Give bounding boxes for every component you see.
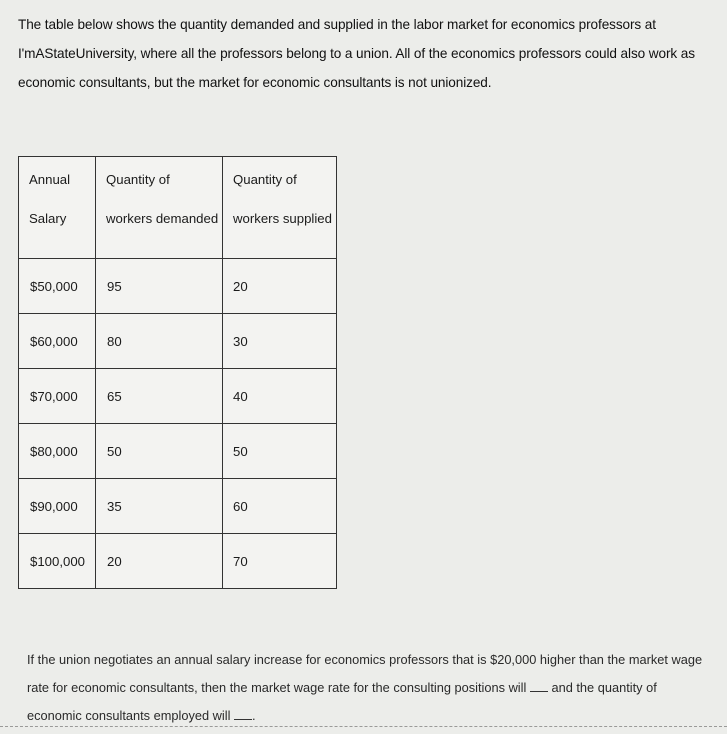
supplied-cell — [223, 424, 337, 479]
demanded-cell — [96, 479, 223, 534]
header-annual-salary — [19, 157, 96, 259]
answer-blank-2[interactable] — [234, 708, 252, 720]
supplied-cell — [223, 314, 337, 369]
demanded-cell — [96, 259, 223, 314]
table-row — [19, 479, 337, 534]
header-quantity-demanded — [96, 157, 223, 259]
supplied-value: 50 — [233, 443, 248, 459]
header-text: Quantity of — [233, 172, 297, 187]
supplied-value: 20 — [233, 278, 248, 294]
intro-line-3: economic consultants, but the market for economic consultants is not unionized. — [18, 75, 492, 90]
table-header-row — [19, 157, 337, 259]
salary-cell — [19, 479, 96, 534]
intro-line-1: The table below shows the quantity demanded and supplied in the labor market for economics professors at — [18, 17, 656, 32]
demanded-value: 80 — [107, 333, 122, 349]
question-text: economic consultants employed will — [27, 708, 231, 723]
salary-cell — [19, 259, 96, 314]
question-line-1: If the union negotiates an annual salary increase for economics professors that is $20,000 higher than the market wage — [27, 652, 703, 667]
supplied-value: 70 — [233, 553, 248, 569]
answer-blank-1[interactable] — [530, 680, 548, 692]
supplied-value: 60 — [233, 498, 248, 514]
salary-cell — [19, 314, 96, 369]
header-quantity-supplied — [223, 157, 337, 259]
question-line-2 — [27, 674, 722, 702]
demanded-value: 20 — [107, 553, 122, 569]
salary-value: $80,000 — [30, 443, 78, 459]
salary-cell — [19, 424, 96, 479]
salary-cell — [19, 534, 96, 589]
demanded-cell — [96, 369, 223, 424]
salary-value: $90,000 — [30, 498, 78, 514]
intro-line-2: I'mAStateUniversity, where all the professors belong to a union. All of the economics professors could also work as — [18, 46, 695, 61]
salary-value: $100,000 — [30, 553, 86, 569]
demanded-value: 95 — [107, 278, 122, 294]
header-text: workers supplied — [233, 211, 332, 226]
header-text: Annual — [29, 172, 71, 187]
supplied-value: 30 — [233, 333, 248, 349]
salary-value: $70,000 — [30, 388, 78, 404]
table-row — [19, 424, 337, 479]
table-row — [19, 534, 337, 589]
table-row — [19, 369, 337, 424]
demanded-value: 35 — [107, 498, 122, 514]
demanded-cell — [96, 534, 223, 589]
salary-quantity-table — [18, 156, 337, 589]
salary-value: $50,000 — [30, 278, 78, 294]
question-end-punctuation: . — [252, 708, 256, 723]
salary-cell — [19, 369, 96, 424]
demanded-cell — [96, 314, 223, 369]
supplied-cell — [223, 259, 337, 314]
labor-market-table — [18, 156, 337, 589]
intro-paragraph — [18, 10, 718, 97]
table-row — [19, 314, 337, 369]
page-divider — [0, 726, 727, 727]
demanded-value: 65 — [107, 388, 122, 404]
demanded-value: 50 — [107, 443, 122, 459]
question-text: and the quantity of — [551, 680, 657, 695]
table-row — [19, 259, 337, 314]
salary-value: $60,000 — [30, 333, 78, 349]
supplied-cell — [223, 369, 337, 424]
question-paragraph — [27, 646, 722, 730]
supplied-value: 40 — [233, 388, 248, 404]
header-text: Quantity of — [106, 172, 170, 187]
supplied-cell — [223, 479, 337, 534]
header-text: workers demanded — [106, 211, 219, 226]
supplied-cell — [223, 534, 337, 589]
header-text: Salary — [29, 211, 67, 226]
demanded-cell — [96, 424, 223, 479]
question-text: rate for economic consultants, then the market wage rate for the consulting positions will — [27, 680, 527, 695]
